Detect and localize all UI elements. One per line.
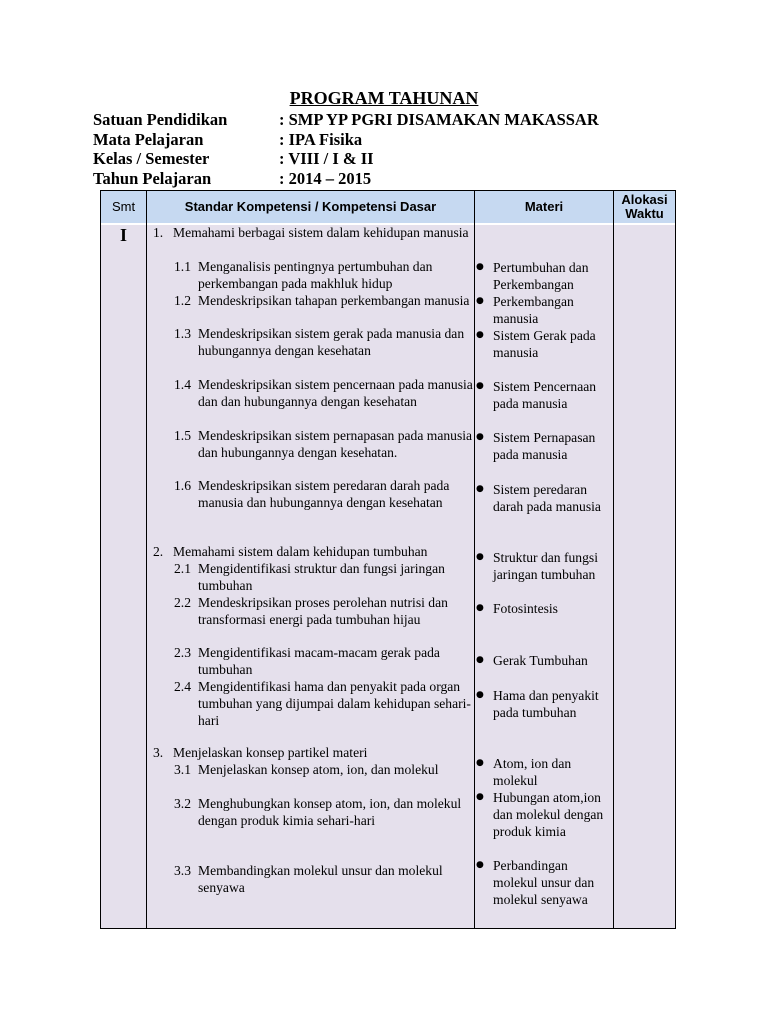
materi-text: Sistem Pencernaan pada manusia <box>493 379 597 411</box>
materi-text: Pertumbuhan dan Perkembangan <box>493 260 589 292</box>
header-sk-kd: Standar Kompetensi / Kompetensi Dasar <box>184 199 437 214</box>
sk-text: Memahami sistem dalam kehidupan tumbuhan <box>173 544 428 559</box>
kd-text: Mendeskripsikan sistem gerak pada manusia dan hubungannya dengan kesehatan <box>198 326 465 358</box>
bullet-icon: ● <box>476 296 484 306</box>
kd-number: 1.6 <box>174 478 191 493</box>
kd-number: 2.3 <box>174 645 191 660</box>
kd-number: 1.1 <box>174 259 191 274</box>
document-title: PROGRAM TAHUNAN <box>289 88 479 108</box>
meta-label: Mata Pelajaran <box>93 129 204 149</box>
meta-label: Kelas / Semester <box>93 149 210 168</box>
kd-number: 1.5 <box>174 428 191 443</box>
header-smt: Smt <box>111 199 136 214</box>
meta-value: : 2014 – 2015 <box>279 168 372 188</box>
kd-text: Menganalisis pentingnya pertumbuhan dan perkembangan pada makhluk hidup <box>198 259 433 291</box>
bullet-icon: ● <box>476 860 484 870</box>
kd-text: Mendeskripsikan tahapan perkembangan manusia <box>198 293 470 308</box>
materi-item <box>476 755 611 789</box>
program-table <box>100 190 676 929</box>
materi-text: Sistem peredaran darah pada manusia <box>493 482 601 514</box>
bullet-icon: ● <box>476 792 484 802</box>
meta-row-satuan <box>93 110 599 130</box>
kd-text: Mendeskripsikan sistem pernapasan pada manusia dan hubungannya dengan kesehatan. <box>198 428 473 460</box>
kd-item <box>174 376 474 410</box>
materi-item <box>476 293 611 327</box>
materi-item <box>476 259 611 293</box>
materi-item <box>476 481 611 515</box>
bullet-icon: ● <box>476 758 484 768</box>
kd-number: 1.2 <box>174 293 191 308</box>
kd-number: 3.2 <box>174 796 191 811</box>
sk-text: Menjelaskan konsep partikel materi <box>173 745 368 760</box>
materi-item <box>476 549 611 583</box>
kd-number: 2.2 <box>174 595 191 610</box>
kd-item <box>174 427 474 461</box>
kd-item <box>174 258 474 292</box>
column-divider <box>146 191 147 928</box>
materi-text: Perkembangan manusia <box>493 294 574 326</box>
kd-text: Mendeskripsikan sistem pencernaan pada manusia dan dan hubungannya dengan kesehatan <box>198 377 473 409</box>
materi-item <box>476 687 611 721</box>
materi-text: Struktur dan fungsi jaringan tumbuhan <box>493 550 598 582</box>
materi-text: Gerak Tumbuhan <box>493 653 588 668</box>
materi-item <box>476 652 611 669</box>
bullet-icon: ● <box>476 330 484 340</box>
table-header-row <box>101 191 675 224</box>
meta-value: : VIII / I & II <box>279 149 374 168</box>
meta-value: : IPA Fisika <box>279 129 363 149</box>
bullet-icon: ● <box>476 484 484 494</box>
sk-number: 2. <box>153 544 164 559</box>
materi-text: Perbandingan molekul unsur dan molekul senyawa <box>493 858 595 907</box>
kd-text: Mendeskripsikan sistem peredaran darah pada manusia dan hubungannya dengan kesehatan <box>198 478 450 510</box>
bullet-icon: ● <box>476 603 484 613</box>
kd-item <box>174 560 474 594</box>
kd-item <box>174 594 474 628</box>
materi-item <box>476 327 611 361</box>
sk-number: 3. <box>153 745 164 760</box>
kd-item <box>174 862 474 896</box>
kd-number: 3.1 <box>174 762 191 777</box>
semester-label: I <box>119 225 127 245</box>
kd-item <box>174 795 474 829</box>
materi-item <box>476 857 611 908</box>
kd-text: Mengidentifikasi struktur dan fungsi jaringan tumbuhan <box>198 561 445 593</box>
kd-text: Mengidentifikasi macam-macam gerak pada tumbuhan <box>198 645 440 677</box>
materi-item <box>476 429 611 463</box>
materi-text: Atom, ion dan molekul <box>493 756 572 788</box>
materi-text: Sistem Gerak pada manusia <box>493 328 596 360</box>
meta-row-kelas <box>93 149 599 169</box>
materi-item <box>476 789 611 840</box>
header-materi: Materi <box>524 199 564 214</box>
meta-label: Satuan Pendidikan <box>93 110 228 129</box>
materi-text: Hubungan atom,ion dan molekul dengan produk kimia <box>493 790 604 839</box>
kd-number: 3.3 <box>174 863 191 878</box>
kd-number: 1.3 <box>174 326 191 341</box>
bullet-icon: ● <box>476 655 484 665</box>
sk-item <box>153 543 473 560</box>
kd-item <box>174 761 474 778</box>
kd-text: Mendeskripsikan proses perolehan nutrisi dan transformasi energi pada tumbuhan hijau <box>198 595 448 627</box>
materi-item <box>476 600 611 617</box>
header-alokasi-waktu: Alokasi Waktu <box>621 192 668 221</box>
materi-text: Sistem Pernapasan pada manusia <box>493 430 596 462</box>
bullet-icon: ● <box>476 690 484 700</box>
kd-item <box>174 644 474 678</box>
kd-number: 2.1 <box>174 561 191 576</box>
document-meta <box>93 110 599 188</box>
column-divider <box>613 191 614 928</box>
kd-item <box>174 678 474 729</box>
meta-value: : SMP YP PGRI DISAMAKAN MAKASSAR <box>279 110 599 129</box>
sk-text: Memahami berbagai sistem dalam kehidupan manusia <box>173 225 469 240</box>
sk-number: 1. <box>153 225 164 240</box>
kd-text: Mengidentifikasi hama dan penyakit pada organ tumbuhan yang dijumpai dalam kehidupan sehari-hari <box>198 679 471 728</box>
materi-text: Hama dan penyakit pada tumbuhan <box>493 688 599 720</box>
bullet-icon: ● <box>476 552 484 562</box>
kd-text: Membandingkan molekul unsur dan molekul senyawa <box>198 863 443 895</box>
bullet-icon: ● <box>476 262 484 272</box>
sk-item <box>153 744 473 761</box>
sk-item <box>153 224 473 241</box>
kd-item <box>174 477 474 511</box>
kd-item <box>174 292 474 309</box>
column-divider <box>474 191 475 928</box>
materi-item <box>476 378 611 412</box>
kd-text: Menghubungkan konsep atom, ion, dan molekul dengan produk kimia sehari-hari <box>198 796 462 828</box>
bullet-icon: ● <box>476 432 484 442</box>
kd-text: Menjelaskan konsep atom, ion, dan molekul <box>198 762 439 777</box>
kd-number: 2.4 <box>174 679 191 694</box>
bullet-icon: ● <box>476 381 484 391</box>
kd-number: 1.4 <box>174 377 191 392</box>
meta-row-mapel <box>93 130 599 150</box>
meta-row-tahun <box>93 169 599 189</box>
kd-item <box>174 325 474 359</box>
materi-text: Fotosintesis <box>493 601 558 616</box>
meta-label: Tahun Pelajaran <box>93 168 212 188</box>
